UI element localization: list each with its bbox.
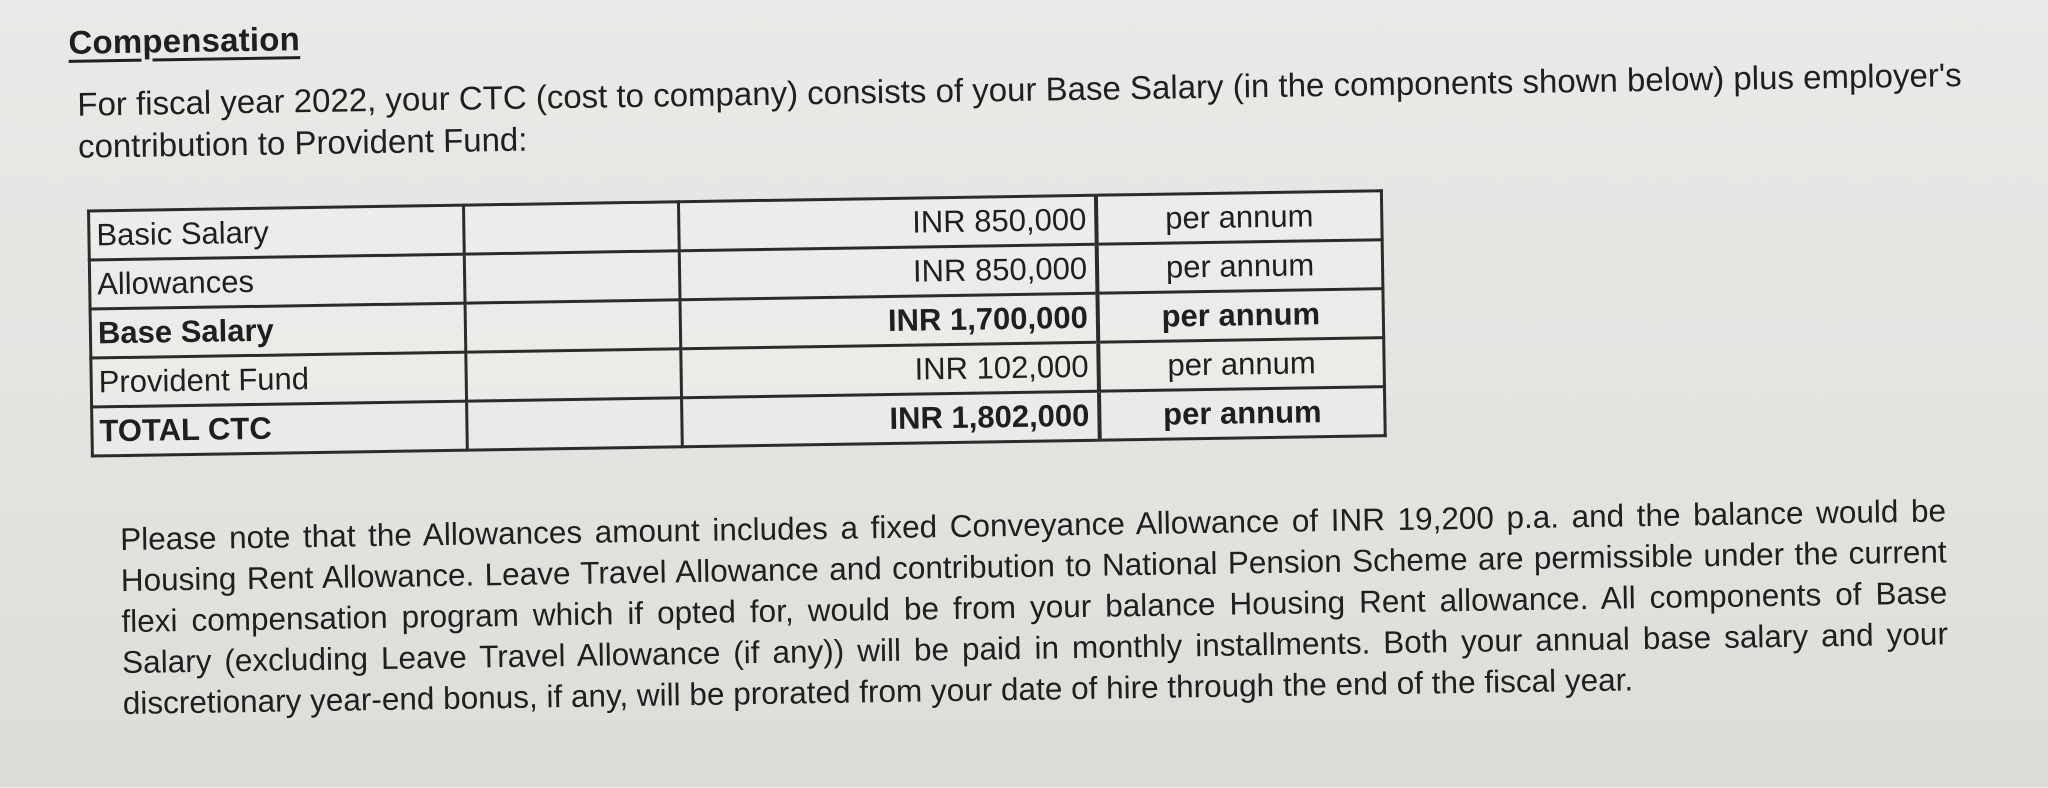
row-label: Basic Salary xyxy=(89,205,465,260)
row-label: Allowances xyxy=(89,254,465,309)
row-spacer-cell xyxy=(464,251,680,303)
row-amount: INR 102,000 xyxy=(681,342,1099,398)
row-label: Base Salary xyxy=(90,303,466,358)
compensation-table xyxy=(87,189,1387,457)
row-spacer-cell xyxy=(467,398,683,450)
row-amount: INR 1,802,000 xyxy=(682,391,1100,447)
row-amount: INR 850,000 xyxy=(679,244,1097,300)
row-amount: INR 1,700,000 xyxy=(680,293,1098,349)
row-unit: per annum xyxy=(1099,387,1385,440)
allowances-note-paragraph: Please note that the Allowances amount includes a fixed Conveyance Allowance of INR 19,200 p.a. and the balance would be Housing Rent Allowance. Leave Travel Allowance and contribution to National Pension Scheme are permissible under the current flexi compensation program which if opted for, would be from your balance Housing Rent allowance. All components of Base Salary (excluding Leave Travel Allowance (if any)) will be paid in monthly installments. Both your annual base salary and your discretionary year-end bonus, if any, will be prorated from your date of hire through the end of the fiscal year. xyxy=(119,492,1949,722)
row-unit: per annum xyxy=(1098,338,1384,391)
row-label: Provident Fund xyxy=(91,352,467,407)
intro-paragraph: For fiscal year 2022, your CTC (cost to company) consists of your Base Salary (in the components shown below) plus employer's contribution to Provident Fund: xyxy=(77,56,1962,165)
row-unit: per annum xyxy=(1096,191,1382,244)
row-label: TOTAL CTC xyxy=(92,401,468,456)
row-spacer-cell xyxy=(463,202,679,254)
row-amount: INR 850,000 xyxy=(678,195,1096,251)
row-unit: per annum xyxy=(1097,240,1383,293)
row-spacer-cell xyxy=(465,300,681,352)
row-spacer-cell xyxy=(466,349,682,401)
row-unit: per annum xyxy=(1097,289,1383,342)
section-heading: Compensation xyxy=(68,20,301,61)
